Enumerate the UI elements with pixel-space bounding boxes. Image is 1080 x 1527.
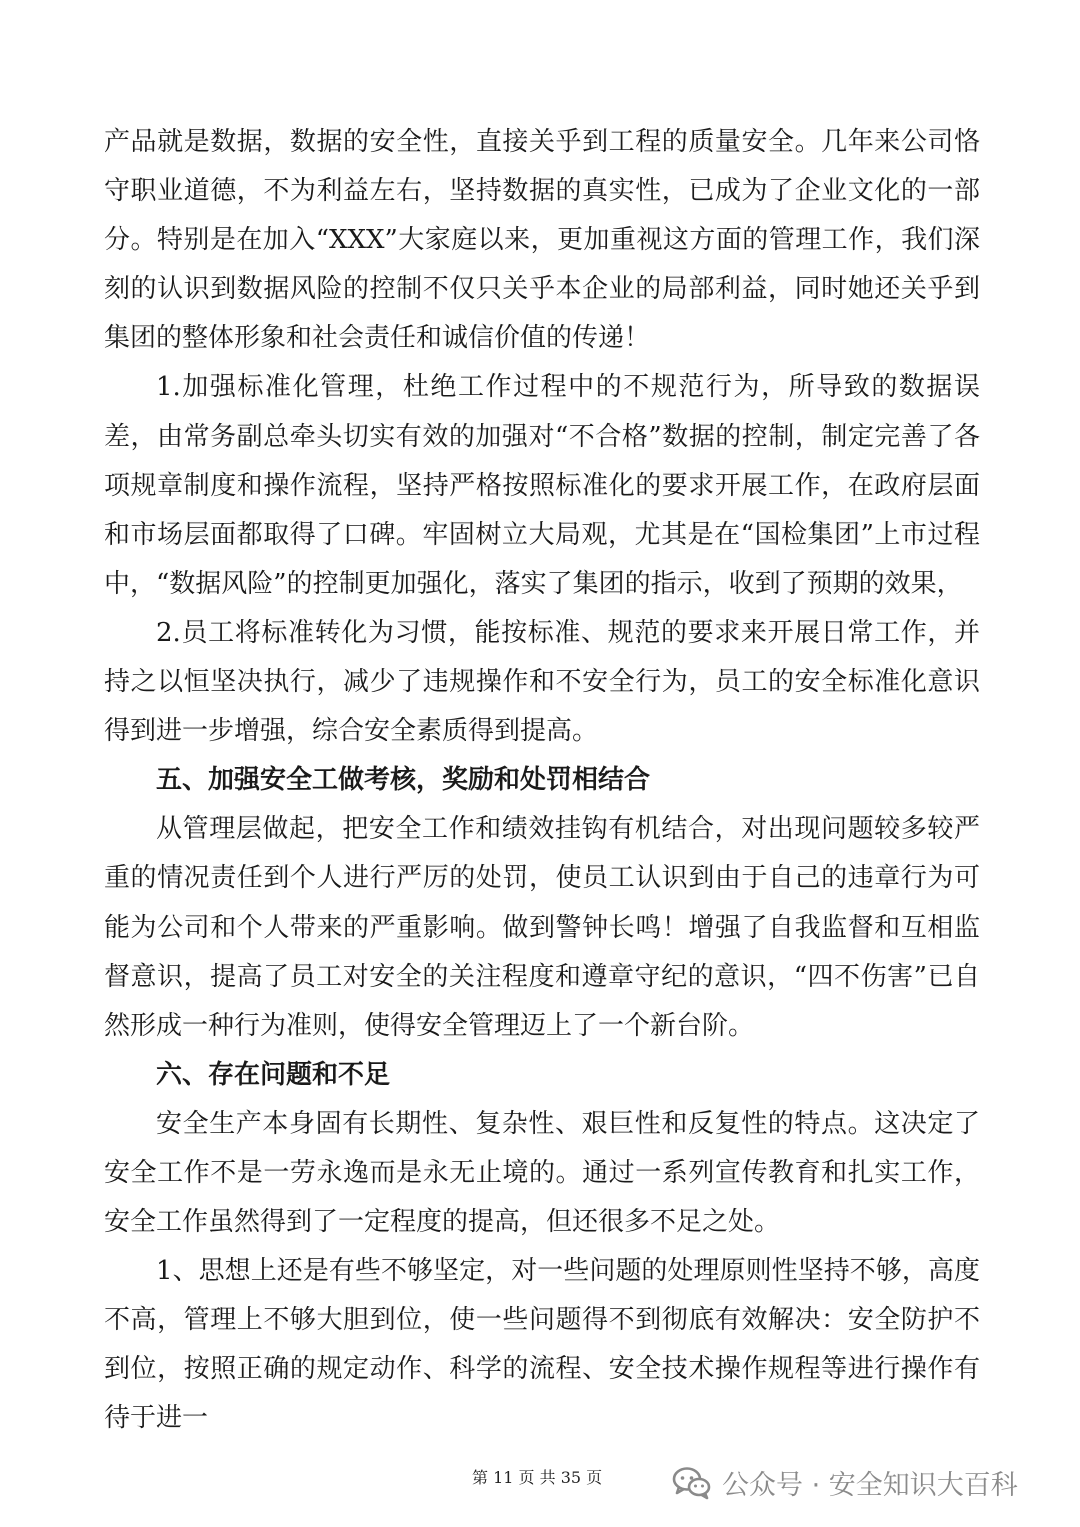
- wechat-icon: [672, 1466, 712, 1500]
- watermark-text: 公众号 · 安全知识大百科: [722, 1470, 1018, 1501]
- section-heading-5: 五、加强安全工做考核，奖励和处罚相结合: [156, 765, 651, 796]
- watermark: [672, 1463, 1018, 1502]
- paragraph-intro: 产品就是数据，数据的安全性，直接关乎到工程的质量安全。几年来公司恪守职业道德，不为利益左右，坚持数据的真实性，已成为了企业文化的一部分。特别是在加入“XXX”大家庭以来，更加重视这方面的管理工作，我们深刻的认识到数据风险的控制不仅只关乎本企业的局部利益，同时她还关乎到集团的整体形象和社会责任和诚信价值的传递！: [104, 127, 980, 354]
- document-body: [104, 118, 980, 1444]
- paragraph-issue-1: 1、思想上还是有些不够坚定，对一些问题的处理原则性坚持不够，高度不高，管理上不够大胆到位，使一些问题得不到彻底有效解决：安全防护不到位，按照正确的规定动作、科学的流程、安全技术操作规程等进行操作有待于进一: [104, 1256, 980, 1434]
- paragraph-item-1: 1.加强标准化管理，杜绝工作过程中的不规范行为，所导致的数据误差，由常务副总牵头切实有效的加强对“不合格”数据的控制，制定完善了各项规章制度和操作流程，坚持严格按照标准化的要求开展工作，在政府层面和市场层面都取得了口碑。牢固树立大局观，尤其是在“国检集团”上市过程中，“数据风险”的控制更加强化，落实了集团的指示，收到了预期的效果，: [104, 372, 980, 599]
- paragraph-section-6: 安全生产本身固有长期性、复杂性、艰巨性和反复性的特点。这决定了安全工作不是一劳永逸而是永无止境的。通过一系列宣传教育和扎实工作，安全工作虽然得到了一定程度的提高，但还很多不足之处。: [104, 1108, 980, 1238]
- paragraph-section-5: 从管理层做起，把安全工作和绩效挂钩有机结合，对出现问题较多较严重的情况责任到个人进行严厉的处罚，使员工认识到由于自己的违章行为可能为公司和个人带来的严重影响。做到警钟长鸣！增强了自我监督和互相监督意识，提高了员工对安全的关注程度和遵章守纪的意识，“四不伤害”已自然形成一种行为准则，使得安全管理迈上了一个新台阶。: [104, 814, 980, 1041]
- page-footer: [0, 1455, 1080, 1515]
- section-heading-6: 六、存在问题和不足: [156, 1059, 391, 1090]
- paragraph-item-2: 2.员工将标准转化为习惯，能按标准、规范的要求来开展日常工作，并持之以恒坚决执行，减少了违规操作和不安全行为，员工的安全标准化意识得到进一步增强，综合安全素质得到提高。: [104, 617, 980, 747]
- page-number: 第 11 页 共 35 页: [472, 1468, 603, 1487]
